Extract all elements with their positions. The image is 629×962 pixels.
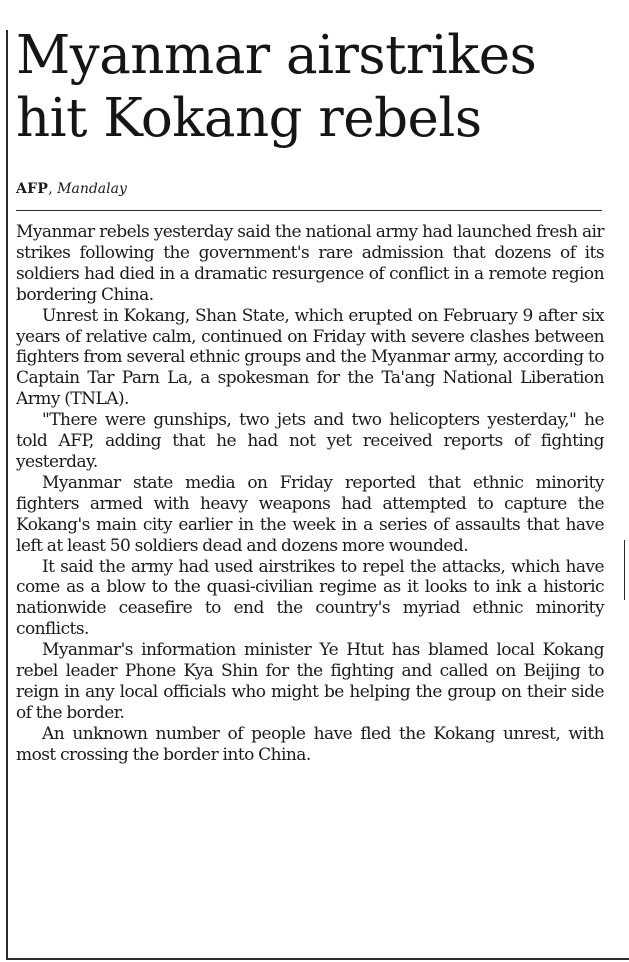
headline-line-1: Myanmar airstrikes bbox=[16, 25, 537, 86]
headline-line-2: hit Kokang rebels bbox=[16, 88, 482, 149]
article-paragraph: Myanmar rebels yesterday said the national army had launched fresh air strikes following the government's rare admission that dozens of its soldiers had died in a dramatic resurgence of conflict in a remote region bordering China. bbox=[16, 222, 604, 305]
article-paragraph: Unrest in Kokang, Shan State, which erupted on February 9 after six years of relative calm, continued on Friday with severe clashes between fighters from several ethnic groups and the Myanmar army, according to Captain Tar Parn La, a spokesman for the Ta'ang National Liberation Army (TNLA). bbox=[16, 305, 604, 410]
bottom-rule bbox=[6, 958, 629, 960]
byline-separator: , bbox=[48, 181, 58, 197]
article-paragraph: Myanmar's information minister Ye Htut has blamed local Kokang rebel leader Phone Kya Shin for the fighting and called on Beijing to reign in any local officials who might be helping the group on their side of the border. bbox=[16, 640, 604, 723]
article-body bbox=[16, 222, 604, 766]
article-paragraph: An unknown number of people have fled the Kokang unrest, with most crossing the border into China. bbox=[16, 723, 604, 765]
article-paragraph: "There were gunships, two jets and two helicopters yesterday," he told AFP, adding that he had not yet received reports of fighting yesterday. bbox=[16, 410, 604, 472]
byline bbox=[16, 180, 127, 198]
article-paragraph: It said the army had used airstrikes to repel the attacks, which have come as a blow to the quasi-civilian regime as it looks to ink a historic nationwide ceasefire to end the country's myriad ethnic minority conflicts. bbox=[16, 556, 604, 640]
byline-agency: AFP bbox=[16, 181, 49, 197]
headline bbox=[16, 24, 616, 150]
article-paragraph: Myanmar state media on Friday reported that ethnic minority fighters armed with heavy weapons had attempted to capture the Kokang's main city earlier in the week in a series of assaults that have left at least 50 soldiers dead and dozens more wounded. bbox=[16, 472, 604, 556]
left-column-rule bbox=[6, 30, 8, 960]
byline-divider bbox=[16, 210, 602, 211]
byline-dateline: Mandalay bbox=[57, 181, 127, 197]
right-column-rule bbox=[624, 540, 625, 600]
